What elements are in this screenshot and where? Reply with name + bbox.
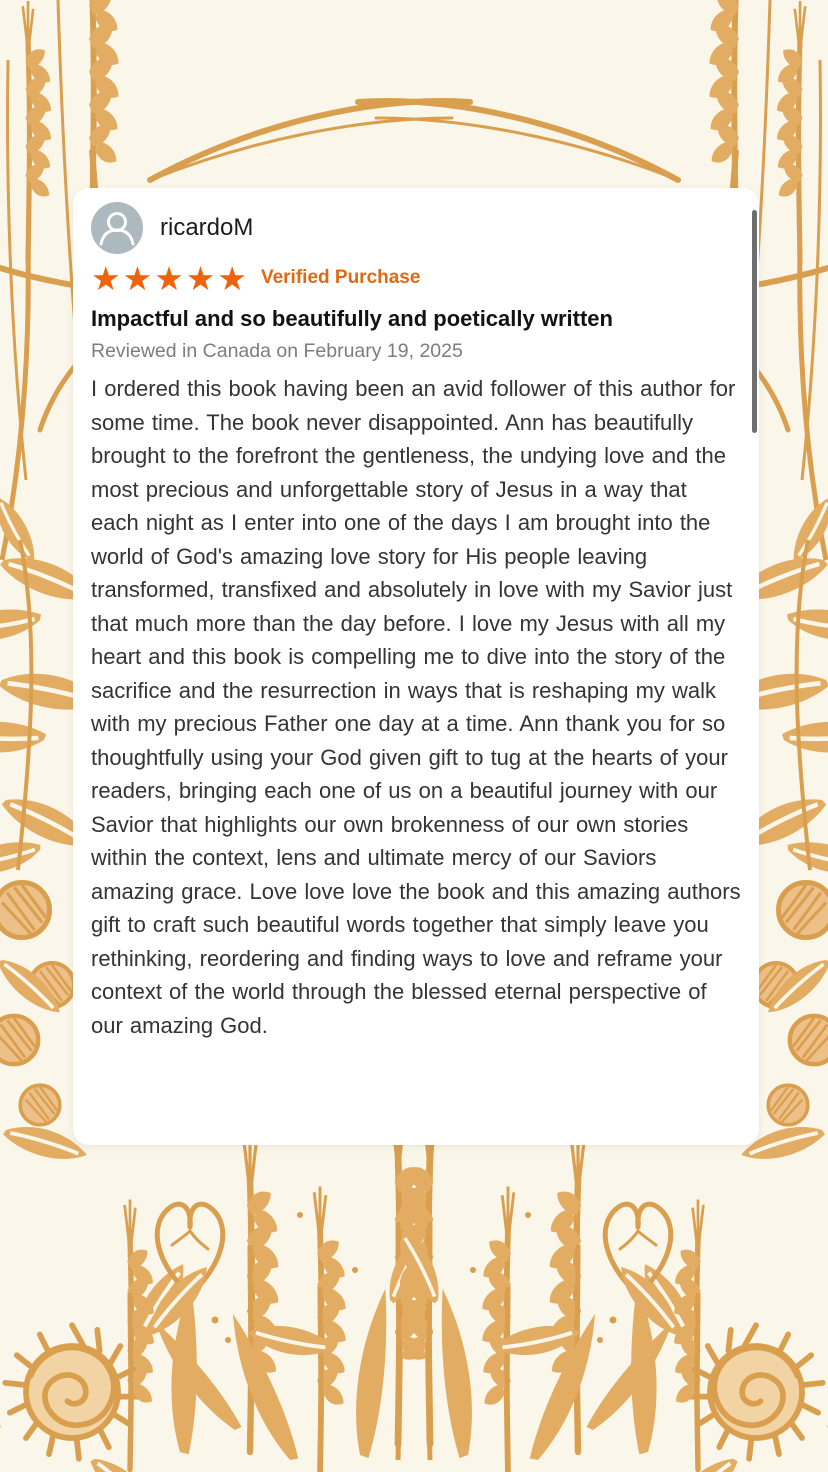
star-icon: ★: [122, 258, 154, 298]
review-location-date: Reviewed in Canada on February 19, 2025: [91, 340, 463, 362]
star-icon: ★: [91, 258, 122, 298]
review-body: I ordered this book having been an avid follower of this author for some time. The book never disappointed. Ann has beautifully brought to the forefront the gentleness, the undying love and the most precious and unforgettable story of Jesus in a way that each night as I enter into one of the days I am brought into the world of God's amazing love story for His people leaving transformed, transfixed and absolutely in love with my Savior just that much more than the day before. I love my Jesus with all my heart and this book is compelling me to dive into the story of the sacrifice and the resurrection in ways that is reshaping my walk with my precious Father one day at a time. Ann thank you for so thoughtfully using your God given gift to tug at the hearts of your readers, bringing each one of us on a beautiful journey with our Savior that highlights our own brokenness of our own stories within the context, lens and ultimate mercy of our Saviors amazing grace. Love love love the book and this amazing authors gift to craft such beautiful words together that simply leave you rethinking, reordering and finding ways to love and reframe your context of the world through the blessed eternal perspective of our amazing God.: [91, 376, 741, 1038]
review-card: [73, 188, 759, 1145]
review-title: Impactful and so beautifully and poetically written: [91, 306, 613, 331]
scrollbar-thumb[interactable]: [752, 210, 757, 433]
verified-purchase-badge: Verified Purchase: [260, 267, 421, 288]
star-icon: ★: [154, 258, 185, 298]
reviewer-username: ricardoM: [160, 214, 254, 241]
star-rating: [91, 258, 249, 298]
review-header: [91, 201, 741, 255]
star-icon: ★: [217, 258, 248, 298]
avatar-person-icon: [91, 202, 143, 254]
rating-row: [91, 260, 741, 296]
star-icon: ★: [185, 258, 217, 298]
